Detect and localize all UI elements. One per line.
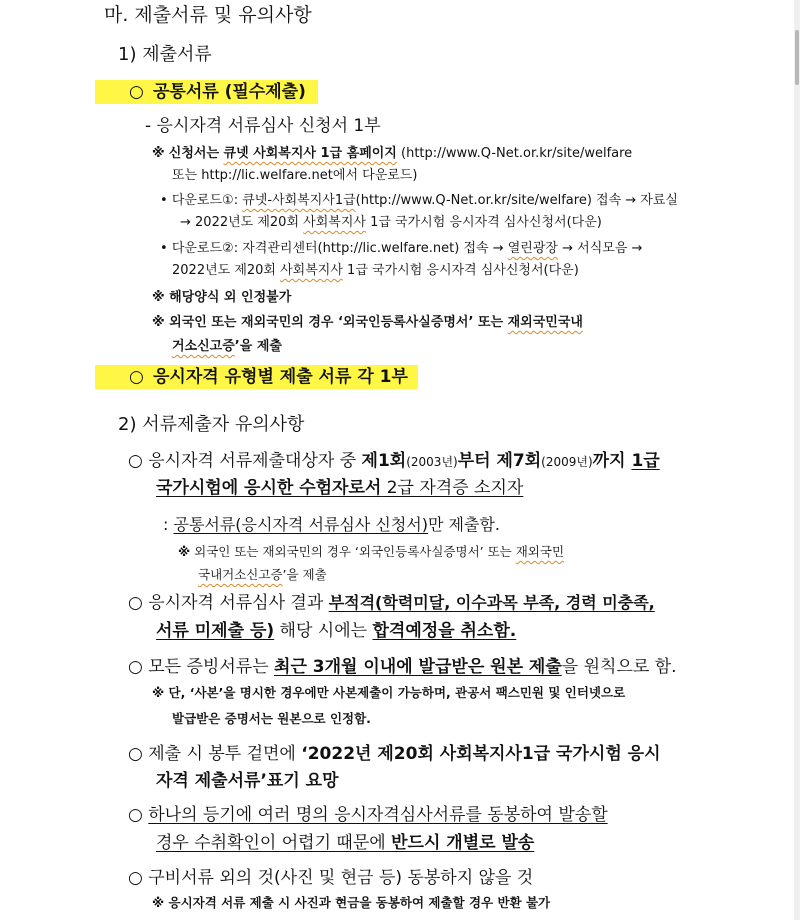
item6-note — [152, 895, 550, 910]
item1-note-line1 — [178, 544, 564, 559]
item1-note-l1a: 외국인 또는 재외국민의 경우 ‘외국인등록사실증명서’ 또는 — [194, 544, 516, 559]
item1-sub-a: : — [163, 515, 174, 534]
scrollbar-thumb[interactable] — [795, 30, 799, 85]
note3-line1 — [152, 315, 583, 331]
dot-bullet-icon: • — [160, 241, 168, 256]
item5-l2a: 경우 수취확인이 어렵기 때문에 — [156, 833, 392, 853]
item2-l2c: 합격예정을 취소함. — [372, 621, 517, 641]
item1-sub-b: 공통서류(응시자격 서류심사 신청서) — [173, 515, 428, 534]
download1-line2 — [180, 215, 602, 231]
item5-l1: 하나의 등기에 여러 명의 응시자격심사서류를 동봉하여 발송할 — [148, 805, 608, 825]
type-docs-item — [95, 365, 418, 389]
circle-bullet-icon: ○ — [129, 367, 144, 387]
item3-l1c: 을 원칙으로 함. — [561, 657, 677, 677]
note2-text: 해당양식 외 인정불가 — [169, 290, 292, 305]
item5-l2b: 반드시 개별로 발송 — [391, 833, 535, 853]
note3-l2a: 거소신고증 — [172, 339, 235, 354]
note-mark-icon: ※ — [152, 146, 165, 161]
item1-sub-c: 만 제출함. — [427, 515, 500, 534]
circle-bullet-icon: ○ — [128, 657, 143, 677]
item1-l1d: 부터 — [457, 451, 497, 471]
download1-l2b: 사회복지사 — [303, 215, 366, 230]
item2-l2b: 해당 시에는 — [274, 621, 373, 641]
item5-line2 — [156, 833, 534, 853]
note1-line2: 또는 http://lic.welfare.net에서 다운로드) — [172, 168, 418, 183]
item6-l1: 구비서류 외의 것(사진 및 현금 등) 동봉하지 않을 것 — [148, 868, 534, 888]
item3-note-line1 — [152, 685, 625, 700]
vertical-scrollbar[interactable] — [794, 0, 800, 920]
item1-l1b: 제1회 — [361, 451, 407, 471]
item4-l1b: ‘2022년 제20회 사회복지사1급 국가시험 응시 — [301, 744, 661, 764]
download2-l1c: → 서식모음 → — [557, 241, 643, 256]
common-docs-label: 공통서류 (필수제출) — [153, 82, 306, 102]
item4-line1 — [128, 744, 661, 764]
download2-l1a: 다운로드②: 자격관리센터(http://lic.welfare.net) 접속 → — [171, 241, 508, 256]
item1-l2b: 2급 자격증 소지자 — [381, 478, 524, 498]
item2-l1a: 응시자격 서류심사 결과 — [148, 593, 329, 613]
item1-note-l2a: 국내거소신고증 — [198, 567, 283, 582]
item2-line2 — [156, 621, 516, 641]
circle-bullet-icon: ○ — [128, 805, 143, 825]
note-mark-icon: ※ — [152, 290, 165, 305]
item1-line1 — [128, 451, 660, 471]
item1-l2a: 국가시험에 응시한 수험자로서 — [156, 478, 382, 498]
item6-note-l1: 응시자격 서류 제출 시 사진과 현금을 동봉하여 제출할 경우 반환 불가 — [168, 895, 551, 910]
item1-l1a: 응시자격 서류제출대상자 중 — [148, 451, 362, 471]
download1-qnet: 큐넷-사회복지사1급 — [242, 193, 356, 208]
section1-title: 1) 제출서류 — [118, 44, 212, 65]
circle-bullet-icon: ○ — [128, 451, 143, 471]
item2-l2a: 서류 미제출 등) — [156, 621, 275, 641]
section2-title: 2) 서류제출자 유의사항 — [118, 414, 305, 435]
download2-line1 — [160, 241, 642, 257]
download2-l2b: 사회복지사 — [280, 263, 343, 278]
note-mark-icon: ※ — [152, 315, 165, 330]
item3-l1a: 모든 증빙서류는 — [148, 657, 275, 677]
item4-line2: 자격 제출서류’표기 요망 — [156, 771, 339, 791]
item1-l1f: (2009년) — [541, 455, 593, 469]
qnet-site-name: 큐넷 사회복지사 1급 홈페이지 — [223, 146, 397, 161]
circle-bullet-icon: ○ — [129, 82, 144, 102]
item1-note-l1b: 재외국민 — [515, 544, 565, 559]
note3-l1b: 재외국민국내 — [507, 315, 583, 330]
note-mark-icon: ※ — [178, 544, 191, 559]
item1-sub — [163, 515, 500, 534]
item2-line1 — [128, 593, 655, 613]
item5-line1 — [128, 805, 608, 825]
download1-url: (http://www.Q-Net.or.kr/site/welfare) 접속 → 자료실 — [355, 193, 678, 208]
note1-pre: 신청서는 — [168, 146, 224, 161]
note3-line2 — [172, 339, 282, 355]
application-form-line: - 응시자격 서류심사 신청서 1부 — [145, 116, 381, 136]
item3-note-line2: 발급받은 증명서는 원본으로 인정함. — [172, 711, 371, 726]
download1-l2a: → 2022년도 제20회 — [180, 215, 304, 230]
item1-note-line2 — [198, 567, 327, 582]
item3-l1b: 최근 3개월 이내에 발급받은 원본 제출 — [274, 657, 562, 677]
note2-line — [152, 290, 291, 306]
item4-l1a: 제출 시 봉투 겉면에 — [148, 744, 302, 764]
dot-bullet-icon: • — [160, 193, 168, 208]
item3-line1 — [128, 657, 677, 677]
note1-line1 — [152, 146, 632, 162]
note-mark-icon: ※ — [152, 895, 165, 910]
item1-line2 — [156, 478, 523, 498]
item1-l1g: 까지 — [592, 451, 632, 471]
item3-note-l1: 단, ‘사본’을 명시한 경우에만 사본제출이 가능하며, 관공서 팩스민원 및 인터넷으로 — [168, 685, 626, 700]
item1-l1c: (2003년) — [406, 455, 458, 469]
download1-l2c: 1급 국가시험 응시자격 심사신청서(다운) — [365, 215, 602, 230]
circle-bullet-icon: ○ — [128, 744, 143, 764]
item2-l1b: 부적격(학력미달, 이수과목 부족, 경력 미충족, — [328, 593, 655, 612]
circle-bullet-icon: ○ — [128, 593, 143, 613]
circle-bullet-icon: ○ — [128, 868, 143, 888]
note3-l1a: 외국인 또는 재외국민의 경우 ‘외국인등록사실증명서’ 또는 — [169, 315, 508, 330]
download2-l2c: 1급 국가시험 응시자격 심사신청서(다운) — [342, 263, 579, 278]
download2-l1b: 열린광장 — [507, 241, 558, 256]
download1-label: 다운로드①: — [171, 193, 243, 208]
download1-line1 — [160, 193, 678, 209]
note-mark-icon: ※ — [152, 685, 165, 700]
item1-l1h: 1급 — [631, 451, 660, 471]
item1-l1e: 제7회 — [496, 451, 542, 471]
page-heading: 마. 제출서류 및 유의사항 — [104, 4, 312, 26]
note3-l2b: ’을 제출 — [234, 339, 282, 354]
common-docs-item — [95, 80, 318, 104]
type-docs-label: 응시자격 유형별 제출 서류 각 1부 — [153, 367, 408, 387]
item1-note-l2b: ’을 제출 — [282, 567, 327, 582]
qnet-url: (http://www.Q-Net.or.kr/site/welfare — [401, 146, 633, 161]
download2-l2a: 2022년도 제20회 — [172, 263, 281, 278]
item6-line1 — [128, 868, 533, 888]
download2-line2 — [172, 263, 579, 279]
